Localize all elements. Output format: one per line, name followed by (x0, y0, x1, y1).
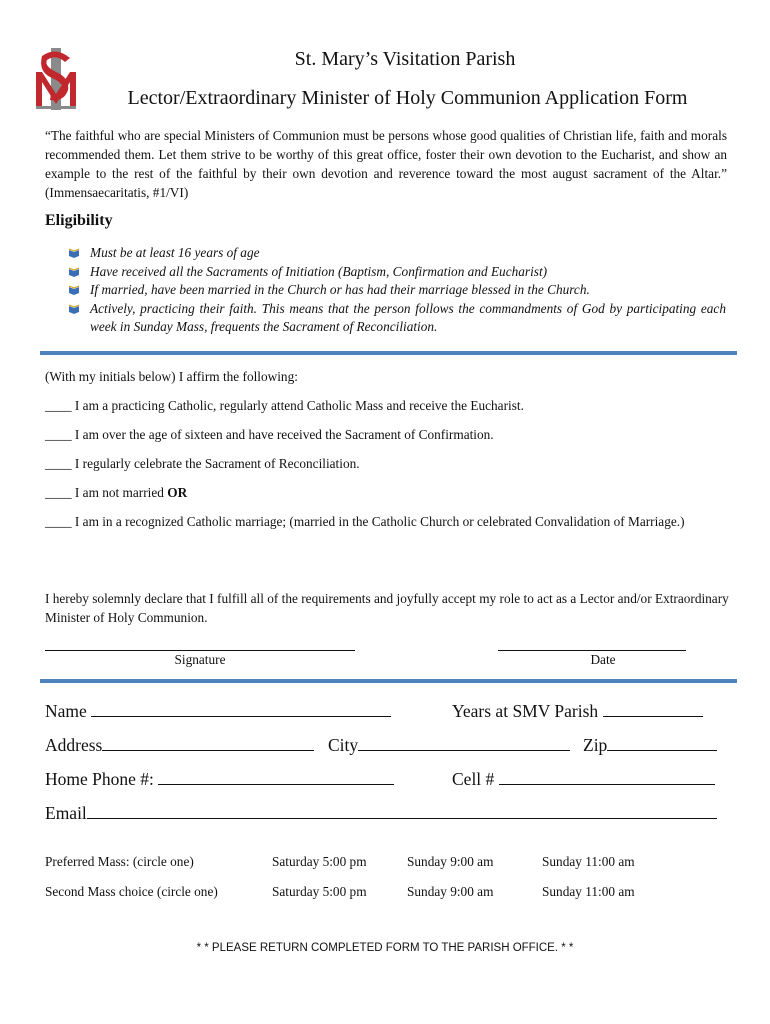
affirmation-line (45, 425, 730, 444)
affirmation-text: I am over the age of sixteen and have received the Sacrament of Confirmation. (74, 427, 494, 442)
home-phone-field (45, 768, 394, 790)
name-label: Name (45, 701, 87, 721)
zip-input[interactable] (607, 734, 717, 751)
date-line[interactable] (498, 650, 686, 651)
second-option-sunday-11am[interactable]: Sunday 11:00 am (542, 884, 635, 899)
initials-blank[interactable]: ____ (45, 398, 72, 413)
email-field (45, 802, 717, 824)
address-input[interactable] (102, 734, 314, 751)
parish-name: St. Mary’s Visitation Parish (294, 48, 516, 70)
affirmation-line (45, 454, 730, 473)
address-field (45, 734, 314, 756)
affirmation-text: I am not married (74, 485, 164, 500)
initials-blank[interactable]: ____ (45, 427, 72, 442)
eligibility-list (68, 244, 726, 337)
section-divider (40, 679, 737, 683)
second-option-sunday-9am[interactable]: Sunday 9:00 am (407, 884, 494, 899)
initials-blank[interactable]: ____ (45, 514, 72, 529)
cell-input[interactable] (499, 768, 715, 785)
years-label: Years at SMV Parish (452, 701, 599, 721)
cell-field (452, 768, 715, 790)
preferred-option-sunday-11am[interactable]: Sunday 11:00 am (542, 854, 635, 869)
second-option-saturday-5pm[interactable]: Saturday 5:00 pm (272, 884, 367, 899)
form-title: Lector/Extraordinary Minister of Holy Communion Application Form (127, 87, 688, 109)
zip-field (583, 734, 717, 756)
cell-label: Cell # (452, 769, 495, 789)
second-mass-label: Second Mass choice (circle one) (45, 884, 218, 899)
initials-blank[interactable]: ____ (45, 456, 72, 471)
section-divider (40, 351, 737, 355)
affirmation-intro: (With my initials below) I affirm the following: (45, 369, 298, 384)
city-label: City (328, 735, 359, 755)
return-instructions: * * PLEASE RETURN COMPLETED FORM TO THE PARISH OFFICE. * * (196, 942, 574, 954)
book-bullet-icon (68, 304, 80, 314)
opening-quote: “The faithful who are special Ministers of Communion must be persons whose good qualities of Christian life, faith and morals recommended them. Let them strive to be worthy of this great office, foster their own devotion to the Eucharist, and show an example to the rest of the faithful by their own devotion and reverence toward the most august sacrament of the Altar.” (Immensaecaritatis, #1/VI) (45, 128, 727, 200)
name-field (45, 700, 391, 722)
city-field (328, 734, 570, 756)
book-bullet-icon (68, 267, 80, 277)
initials-blank[interactable]: ____ (45, 485, 72, 500)
affirmation-line (45, 483, 730, 502)
signature-label: Signature (174, 652, 226, 667)
list-item (68, 300, 726, 337)
name-input[interactable] (91, 700, 391, 717)
years-input[interactable] (603, 700, 703, 717)
affirmation-text: I am in a recognized Catholic marriage; (married in the Catholic Church or celebrated Convalidation of Marriage.) (74, 514, 685, 529)
city-input[interactable] (358, 734, 570, 751)
preferred-option-sunday-9am[interactable]: Sunday 9:00 am (407, 854, 494, 869)
affirmation-text: I regularly celebrate the Sacrament of Reconciliation. (74, 456, 360, 471)
eligibility-item-text: If married, have been married in the Church or has had their marriage blessed in the Church. (90, 282, 590, 297)
date-label: Date (590, 652, 616, 667)
years-field (452, 700, 703, 722)
eligibility-item-text: Have received all the Sacraments of Initiation (Baptism, Confirmation and Eucharist) (90, 263, 548, 279)
or-label: OR (167, 485, 188, 500)
book-bullet-icon (68, 248, 80, 258)
eligibility-heading: Eligibility (45, 212, 113, 229)
email-input[interactable] (87, 802, 717, 819)
list-item (68, 244, 726, 263)
zip-label: Zip (583, 735, 608, 755)
list-item (68, 263, 726, 282)
home-phone-label: Home Phone #: (45, 769, 154, 789)
affirmation-line (45, 512, 730, 531)
preferred-option-saturday-5pm[interactable]: Saturday 5:00 pm (272, 854, 367, 869)
eligibility-item-text: Must be at least 16 years of age (90, 245, 260, 260)
affirmation-line (45, 396, 730, 415)
list-item (68, 281, 726, 300)
book-bullet-icon (68, 285, 80, 295)
signature-line[interactable] (45, 650, 355, 651)
preferred-mass-label: Preferred Mass: (circle one) (45, 854, 194, 869)
address-label: Address (45, 735, 103, 755)
email-label: Email (45, 803, 87, 823)
eligibility-item-text: Actively, practicing their faith. This means that the person follows the commandments of God by participating each week in Sunday Mass, frequents the Sacrament of Reconciliation. (90, 300, 726, 334)
home-phone-input[interactable] (158, 768, 394, 785)
affirmation-text: I am a practicing Catholic, regularly attend Catholic Mass and receive the Eucharist. (74, 398, 524, 413)
declaration-text: I hereby solemnly declare that I fulfill all of the requirements and joyfully accept my role to act as a Lector and/or Extraordinary Minister of Holy Communion. (45, 591, 729, 625)
